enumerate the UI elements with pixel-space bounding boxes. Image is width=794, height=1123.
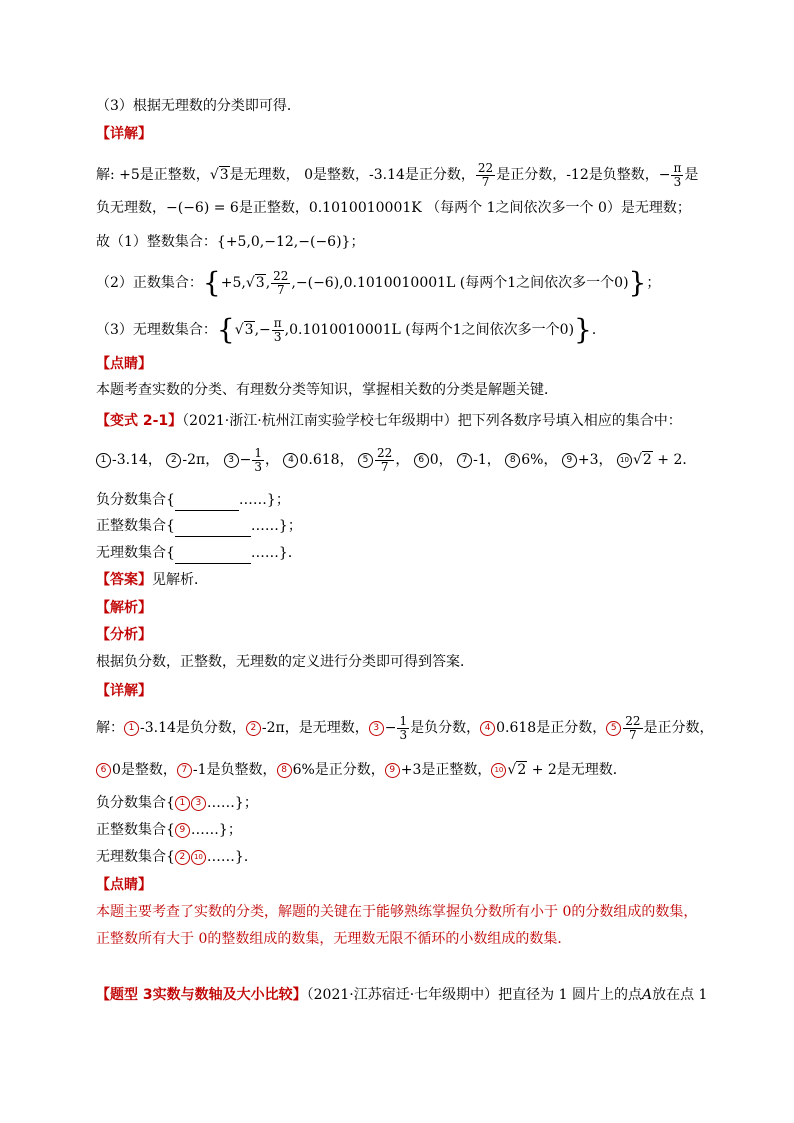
section-heading-fenxi: 【分析】 <box>96 627 152 643</box>
text: 是 <box>684 167 699 183</box>
text: − <box>384 720 397 736</box>
text: -2π， <box>182 452 220 468</box>
text: 解: +5是正整数， <box>96 167 210 183</box>
text-line <box>96 652 474 672</box>
set-line <box>96 232 364 252</box>
section-heading-comment: 【点睛】 <box>96 356 152 372</box>
text: 放在点 1 <box>652 987 708 1003</box>
text-line <box>96 96 301 116</box>
denominator: 3 <box>254 459 263 474</box>
text: 0， <box>429 452 453 468</box>
text: 6%， <box>521 452 558 468</box>
circled-number: 7 <box>177 763 192 778</box>
section-heading-comment: 【点睛】 <box>96 877 152 893</box>
point-label: A <box>641 987 653 1003</box>
variant-tag: 【变式 2-1】 <box>96 413 183 429</box>
text: ， <box>395 452 410 468</box>
sqrt-symbol: √3 <box>245 275 265 291</box>
text: 解： <box>96 720 124 736</box>
numerator: 22 <box>625 713 641 728</box>
text-line <box>96 757 627 783</box>
text: 见解析． <box>152 572 208 588</box>
numerator: 1 <box>399 713 408 728</box>
text: + 2是无理数． <box>527 762 627 778</box>
text-line <box>96 198 691 218</box>
text: （2）正数集合： <box>96 275 203 291</box>
fraction <box>375 447 394 474</box>
text: （3）根据无理数的分类即可得． <box>96 98 301 114</box>
blank-line <box>96 543 302 564</box>
text: ． <box>591 322 606 338</box>
circled-number: 9 <box>385 763 400 778</box>
denominator: 7 <box>481 174 490 189</box>
circled-number: 10 <box>491 763 506 778</box>
answer-set-line <box>96 793 258 813</box>
text: +3是正整数， <box>400 762 492 778</box>
question-type-tag: 【题型 3实数与数轴及大小比较】 <box>96 987 307 1003</box>
numerator: 22 <box>273 268 289 283</box>
text: 0.618是正分数， <box>496 720 607 736</box>
answer-blank[interactable] <box>175 490 239 511</box>
circled-number: 3 <box>191 796 206 811</box>
text: 6%是正分数， <box>292 762 385 778</box>
circled-number: 5 <box>606 721 621 736</box>
radicand: 3 <box>255 275 265 291</box>
text: + 2． <box>652 452 697 468</box>
set-line <box>96 312 606 348</box>
text: （2021·江苏宿迁·七年级期中）把直径为 1 圆片上的点 <box>306 987 642 1003</box>
text: 正整数集合{ <box>96 822 175 838</box>
text: 是无理数， 0是整数，-3.14是正分数， <box>229 167 475 183</box>
sqrt-symbol: √2 <box>633 452 652 468</box>
text-line <box>96 902 697 922</box>
text: ,−(−6),0.1010010001L (每两个1之间依次多一个0) <box>291 275 629 291</box>
text: ……}； <box>238 492 290 508</box>
text: ,− <box>254 322 271 338</box>
text: -2π，是无理数， <box>261 720 369 736</box>
text-line <box>96 160 698 190</box>
answer-line <box>96 570 208 590</box>
fraction <box>397 715 409 742</box>
sqrt-symbol: √3 <box>209 167 229 183</box>
numerator: π <box>673 160 682 175</box>
circled-number: 9 <box>175 823 190 838</box>
denominator: 7 <box>380 459 389 474</box>
brace-right: } <box>628 266 647 299</box>
text-line <box>96 929 571 949</box>
text-line <box>96 712 714 744</box>
fraction <box>272 317 284 344</box>
brace-left: { <box>202 266 221 299</box>
circled-number: 2 <box>166 453 181 468</box>
question-type-line <box>96 985 707 1005</box>
circled-number: 2 <box>175 850 190 865</box>
text: 无理数集合{ <box>96 849 175 865</box>
text: ……}； <box>206 795 258 811</box>
text: （2021·浙江·杭州江南实验学校七年级期中）把下列各数序号填入相应的集合中： <box>182 413 682 429</box>
text: 正整数所有大于 0的整数组成的数集，无理数无限不循环的小数组成的数集． <box>96 931 572 947</box>
circled-number: 8 <box>277 763 292 778</box>
text: 负分数集合{ <box>96 492 175 508</box>
text: 本题主要考查了实数的分类，解题的关键在于能够熟练掌握负分数所有小于 0的分数组成的数集， <box>96 904 698 920</box>
circled-number: 4 <box>283 453 298 468</box>
text: ……}． <box>206 849 258 865</box>
fraction <box>623 715 642 742</box>
text: ； <box>646 275 661 291</box>
set-line <box>96 265 660 301</box>
numerator: 22 <box>377 445 393 460</box>
radicand: 3 <box>219 167 229 183</box>
text: +5, <box>220 275 246 291</box>
text: 故（1）整数集合：{+5,0,−12,−(−6)}； <box>96 234 365 250</box>
fraction <box>271 270 290 297</box>
numerator: 22 <box>477 160 494 175</box>
brace-left: { <box>216 313 235 346</box>
brace-right: } <box>574 313 592 346</box>
text: − <box>239 452 252 468</box>
text: +3， <box>577 452 613 468</box>
text: 负无理数，−(−6) = 6是正整数，0.1010010001K （每两个 1之间依次多一个 0）是无理数； <box>96 200 691 216</box>
text: -1， <box>473 452 501 468</box>
text: -3.14是负分数， <box>140 720 246 736</box>
circled-number: 8 <box>505 453 520 468</box>
circled-number: 10 <box>617 453 632 468</box>
section-heading-detail: 【详解】 <box>96 126 152 142</box>
answer-tag: 【答案】 <box>96 572 152 588</box>
fraction <box>476 162 495 189</box>
radicand: 3 <box>244 322 254 338</box>
fraction <box>252 447 264 474</box>
circled-number: 6 <box>96 763 111 778</box>
denominator: 3 <box>399 727 408 742</box>
circled-number: 9 <box>562 453 577 468</box>
text: 正整数集合{ <box>96 518 175 534</box>
text: ， <box>265 452 280 468</box>
circled-number: 1 <box>124 721 139 736</box>
numerator: 1 <box>254 445 263 460</box>
circled-number: 1 <box>96 453 111 468</box>
text: 无理数集合{ <box>96 545 175 561</box>
text: ……}； <box>250 518 302 534</box>
text: 是正分数，-12是负整数，− <box>496 167 671 183</box>
text: , <box>265 275 271 291</box>
fraction <box>671 162 683 189</box>
circled-number: 2 <box>246 721 261 736</box>
text: -3.14， <box>112 452 162 468</box>
section-heading-analysis: 【解析】 <box>96 600 152 616</box>
circled-number: 7 <box>457 453 472 468</box>
text: 0.618， <box>299 452 354 468</box>
text: （3）无理数集合： <box>96 322 217 338</box>
denominator: 3 <box>273 329 282 344</box>
radicand: 2 <box>642 452 652 468</box>
radicand: 2 <box>517 762 527 778</box>
variant-question <box>96 411 682 431</box>
text: 是负分数， <box>410 720 481 736</box>
text: -1是负整数， <box>192 762 277 778</box>
text: ……}． <box>250 545 302 561</box>
section-heading-detail: 【详解】 <box>96 683 152 699</box>
sqrt-symbol: √2 <box>507 762 527 778</box>
circled-number: 4 <box>480 721 495 736</box>
answer-set-line <box>96 820 242 840</box>
text: 0是整数， <box>112 762 177 778</box>
circled-number: 10 <box>191 850 206 865</box>
answer-set-line <box>96 847 258 867</box>
denominator: 7 <box>276 282 285 297</box>
answer-blank[interactable] <box>175 516 251 537</box>
text: 负分数集合{ <box>96 795 175 811</box>
circled-number: 6 <box>414 453 429 468</box>
circled-number: 3 <box>224 453 239 468</box>
text: ……}； <box>190 822 242 838</box>
denominator: 7 <box>629 727 637 742</box>
numerator: π <box>273 315 282 330</box>
circled-number: 5 <box>358 453 373 468</box>
blank-line <box>96 490 290 511</box>
denominator: 3 <box>673 174 682 189</box>
blank-line <box>96 516 302 537</box>
number-list <box>96 444 696 476</box>
text: 根据负分数，正整数，无理数的定义进行分类即可得到答案． <box>96 654 474 670</box>
circled-number: 1 <box>175 796 190 811</box>
text-line <box>96 380 558 400</box>
text: 本题考查实数的分类、有理数分类等知识，掌握相关数的分类是解题关键． <box>96 382 558 398</box>
circled-number: 3 <box>369 721 384 736</box>
sqrt-symbol: √3 <box>234 322 254 338</box>
text: 是正分数， <box>643 720 714 736</box>
answer-blank[interactable] <box>175 543 251 564</box>
text: ,0.1010010001L (每两个1之间依次多一个0) <box>284 322 575 338</box>
